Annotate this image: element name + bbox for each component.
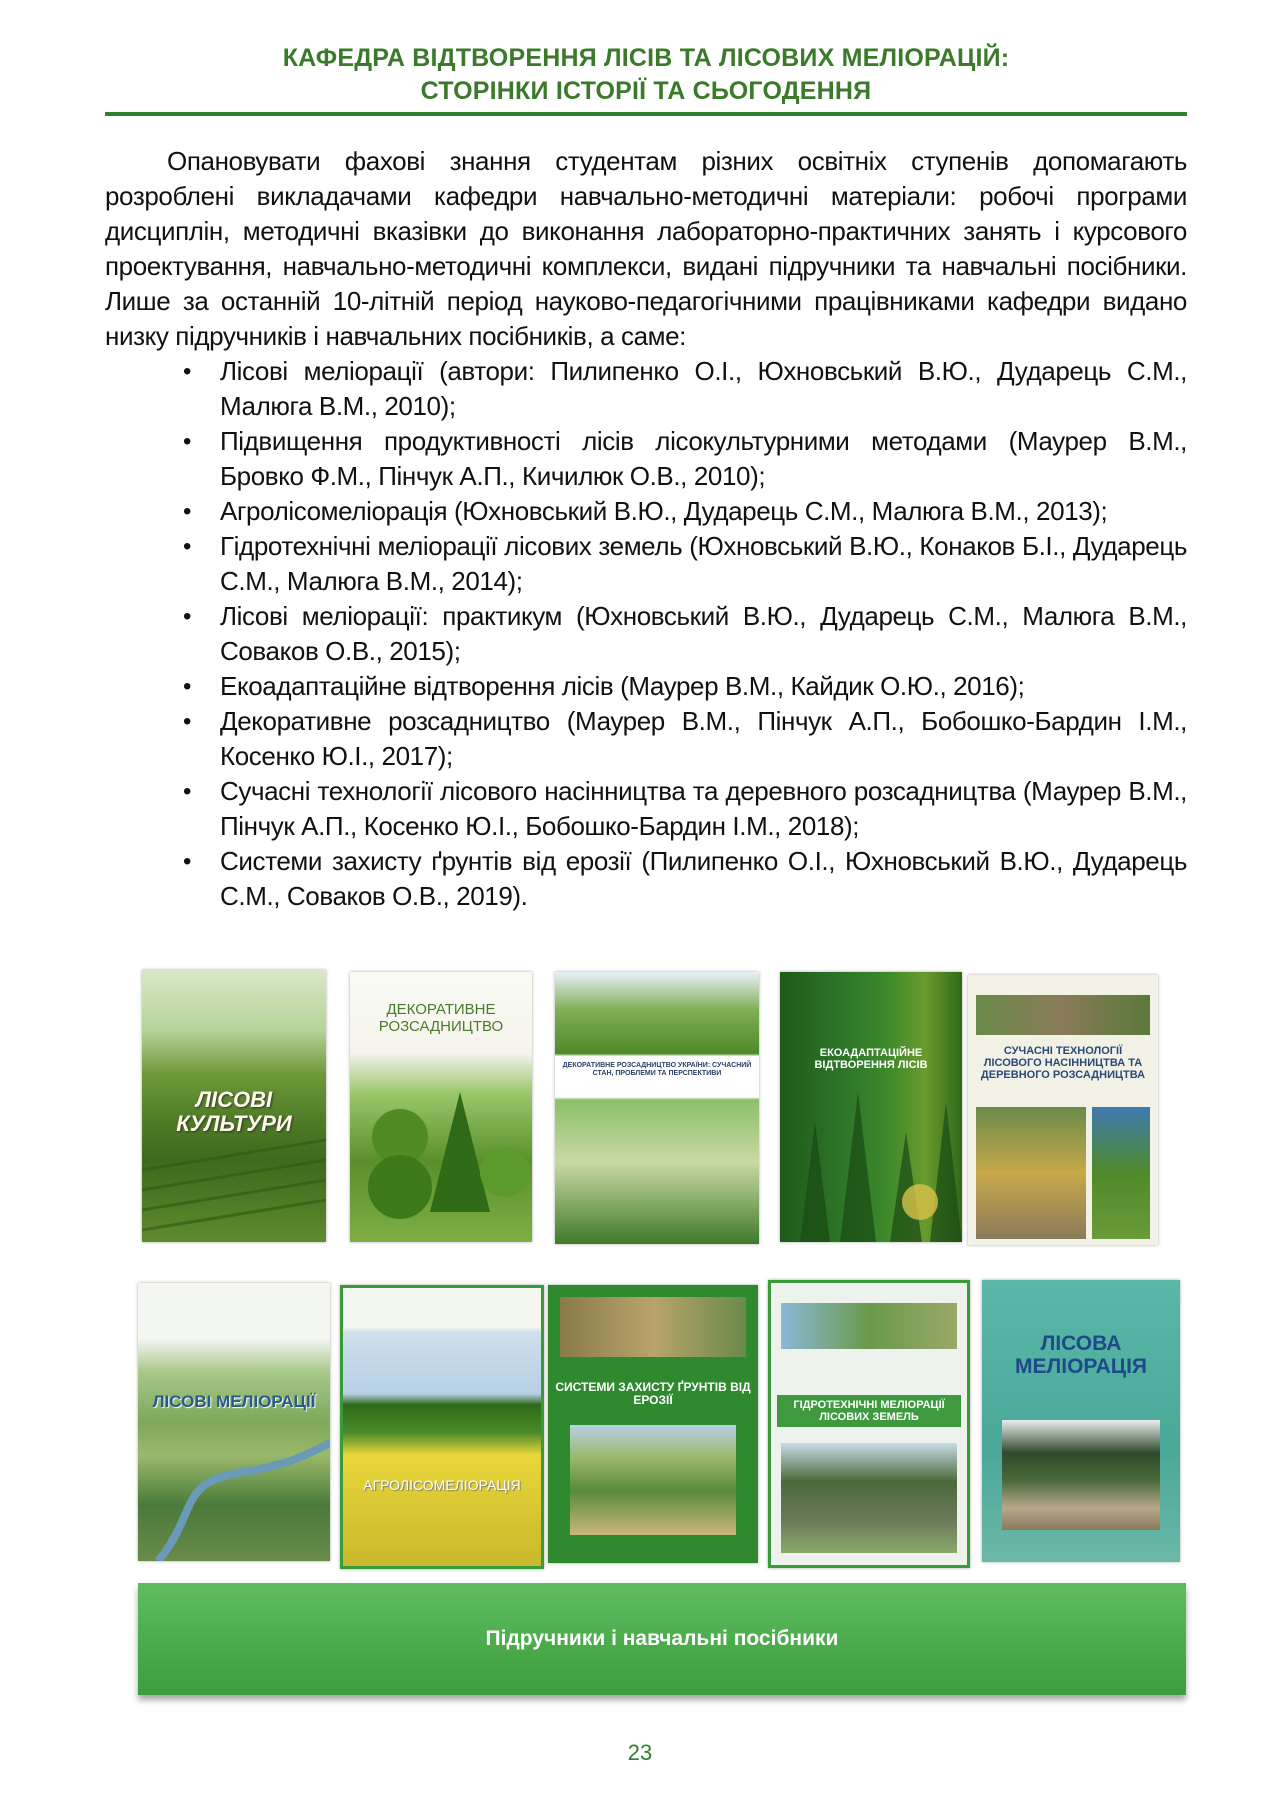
figure-caption: Підручники і навчальні посібники [485,1627,839,1650]
books-list [105,354,1187,914]
cover-photo-main [1002,1420,1160,1530]
book-entry: Екоадаптаційне відтворення лісів (Маурер В.М., Кайдик О.Ю., 2016); [220,671,1025,701]
book-entry: Лісові меліорації: практикум (Юхновський В.Ю., Дударець С.М., Малюга В.М., Соваков О.В., 2015); [220,601,1187,666]
cover-photo-strip [976,995,1150,1035]
book-cover-image [350,972,532,1242]
book-cover-image [968,975,1158,1245]
list-item [105,354,1187,424]
cover-photo-side [1092,1107,1150,1239]
header-line-2: СТОРІНКИ ІСТОРІЇ ТА СЬОГОДЕННЯ [420,77,872,105]
figure-caption-bar [138,1583,1186,1695]
cover-title: СУЧАСНІ ТЕХНОЛОГІЇ ЛІСОВОГО НАСІННИЦТВА ТА ДЕРЕВНОГО РОЗСАДНИЦТВА [980,1045,1146,1082]
cover-title: ГІДРОТЕХНІЧНІ МЕЛІОРАЦІЇ ЛІСОВИХ ЗЕМЕЛЬ [777,1395,961,1427]
bullet-icon: • [183,428,192,455]
bullet-icon: • [183,358,192,385]
bullet-icon: • [183,498,192,525]
book-cover-image [555,972,759,1244]
cover-title: ЛІСОВІ КУЛЬТУРИ [176,1087,292,1137]
book-cover-image [138,1283,330,1561]
list-item [105,704,1187,774]
intro-paragraph: Опановувати фахові знання студентам різних освітніх ступенів допомагають розроблені викладачами кафедри навчально-методичні матеріали: робочі програми дисциплін, методичні вказівки до виконання лабораторно-практичних занять і курсового проектування, навчально-методичні комплекси, видані підручники та навчальні посібники. Лише за останній 10-літній період науково-педагогічними працівниками кафедри видано низку підручників і навчальних посібників, а саме: [105,146,1187,351]
book-cover-image [768,1280,970,1568]
cover-title: ДЕКОРАТИВНЕ РОЗСАДНИЦТВО [378,1001,504,1035]
bullet-icon: • [183,603,192,630]
book-entry: Агролісомеліорація (Юхновський В.Ю., Дударець С.М., Малюга В.М., 2013); [220,496,1108,526]
field-rows-illustration [142,970,326,1242]
cover-photo-main [781,1443,957,1553]
river-illustration [138,1283,330,1561]
cover-title: ДЕКОРАТИВНЕ РОЗСАДНИЦТВО УКРАЇНИ: СУЧАСНИЙ СТАН, ПРОБЛЕМИ ТА ПЕРСПЕКТИВИ [562,1062,752,1077]
cover-photo-strip [560,1297,746,1357]
cover-photo-strip [781,1303,957,1349]
bullet-icon: • [183,778,192,805]
list-item [105,669,1187,704]
cover-title: ЛІСОВА МЕЛІОРАЦІЯ [1015,1332,1147,1379]
book-entry: Гідротехнічні меліорації лісових земель (Юхновський В.Ю., Конаков Б.І., Дударець С.М., Малюга В.М., 2014); [220,531,1187,596]
book-cover-image [340,1285,544,1569]
forest-illustration [780,972,962,1242]
bullet-icon: • [183,673,192,700]
cover-title: СИСТЕМИ ЗАХИСТУ ҐРУНТІВ ВІД ЕРОЗІЇ [555,1380,751,1408]
page-header [105,42,1187,108]
book-entry: Підвищення продуктивності лісів лісокультурними методами (Маурер В.М., Бровко Ф.М., Пінчук А.П., Кичилюк О.В., 2010); [220,426,1187,491]
bullet-icon: • [183,848,192,875]
cover-photo-main [570,1425,736,1535]
topiary-illustration [350,972,532,1242]
main-text [105,144,1187,914]
header-divider [105,112,1187,116]
list-item [105,494,1187,529]
book-cover-image [982,1280,1180,1562]
book-entry: Лісові меліорації (автори: Пилипенко О.І., Юхновський В.Ю., Дударець С.М., Малюга В.М., 2010); [220,356,1187,421]
header-line-1: КАФЕДРА ВІДТВОРЕННЯ ЛІСІВ ТА ЛІСОВИХ МЕЛІОРАЦІЙ: [282,44,1010,72]
cover-title: ЕКОАДАПТАЦІЙНЕ ВІДТВОРЕННЯ ЛІСІВ [814,1047,928,1072]
cover-title: АГРОЛІСОМЕЛІОРАЦІЯ [363,1477,521,1493]
list-item [105,529,1187,599]
cover-photo-main [976,1107,1086,1239]
book-cover-image [142,970,326,1242]
book-entry: Декоративне розсадництво (Маурер В.М., Пінчук А.П., Бобошко-Бардин І.М., Косенко Ю.І., 2017); [220,706,1187,771]
bullet-icon: • [183,708,192,735]
book-cover-image [548,1285,758,1563]
book-entry: Системи захисту ґрунтів від ерозії (Пилипенко О.І., Юхновський В.Ю., Дударець С.М., Соваков О.В., 2019). [220,846,1187,911]
list-item [105,424,1187,494]
list-item [105,844,1187,914]
book-cover-image [780,972,962,1242]
page-number: 23 [627,1740,653,1765]
list-item [105,774,1187,844]
book-entry: Сучасні технології лісового насінництва та деревного розсадництва (Маурер В.М., Пінчук А.П., Косенко Ю.І., Бобошко-Бардин І.М., 2018); [220,776,1187,841]
cover-title: ЛІСОВІ МЕЛІОРАЦІЇ [152,1392,316,1411]
list-item [105,599,1187,669]
bullet-icon: • [183,533,192,560]
